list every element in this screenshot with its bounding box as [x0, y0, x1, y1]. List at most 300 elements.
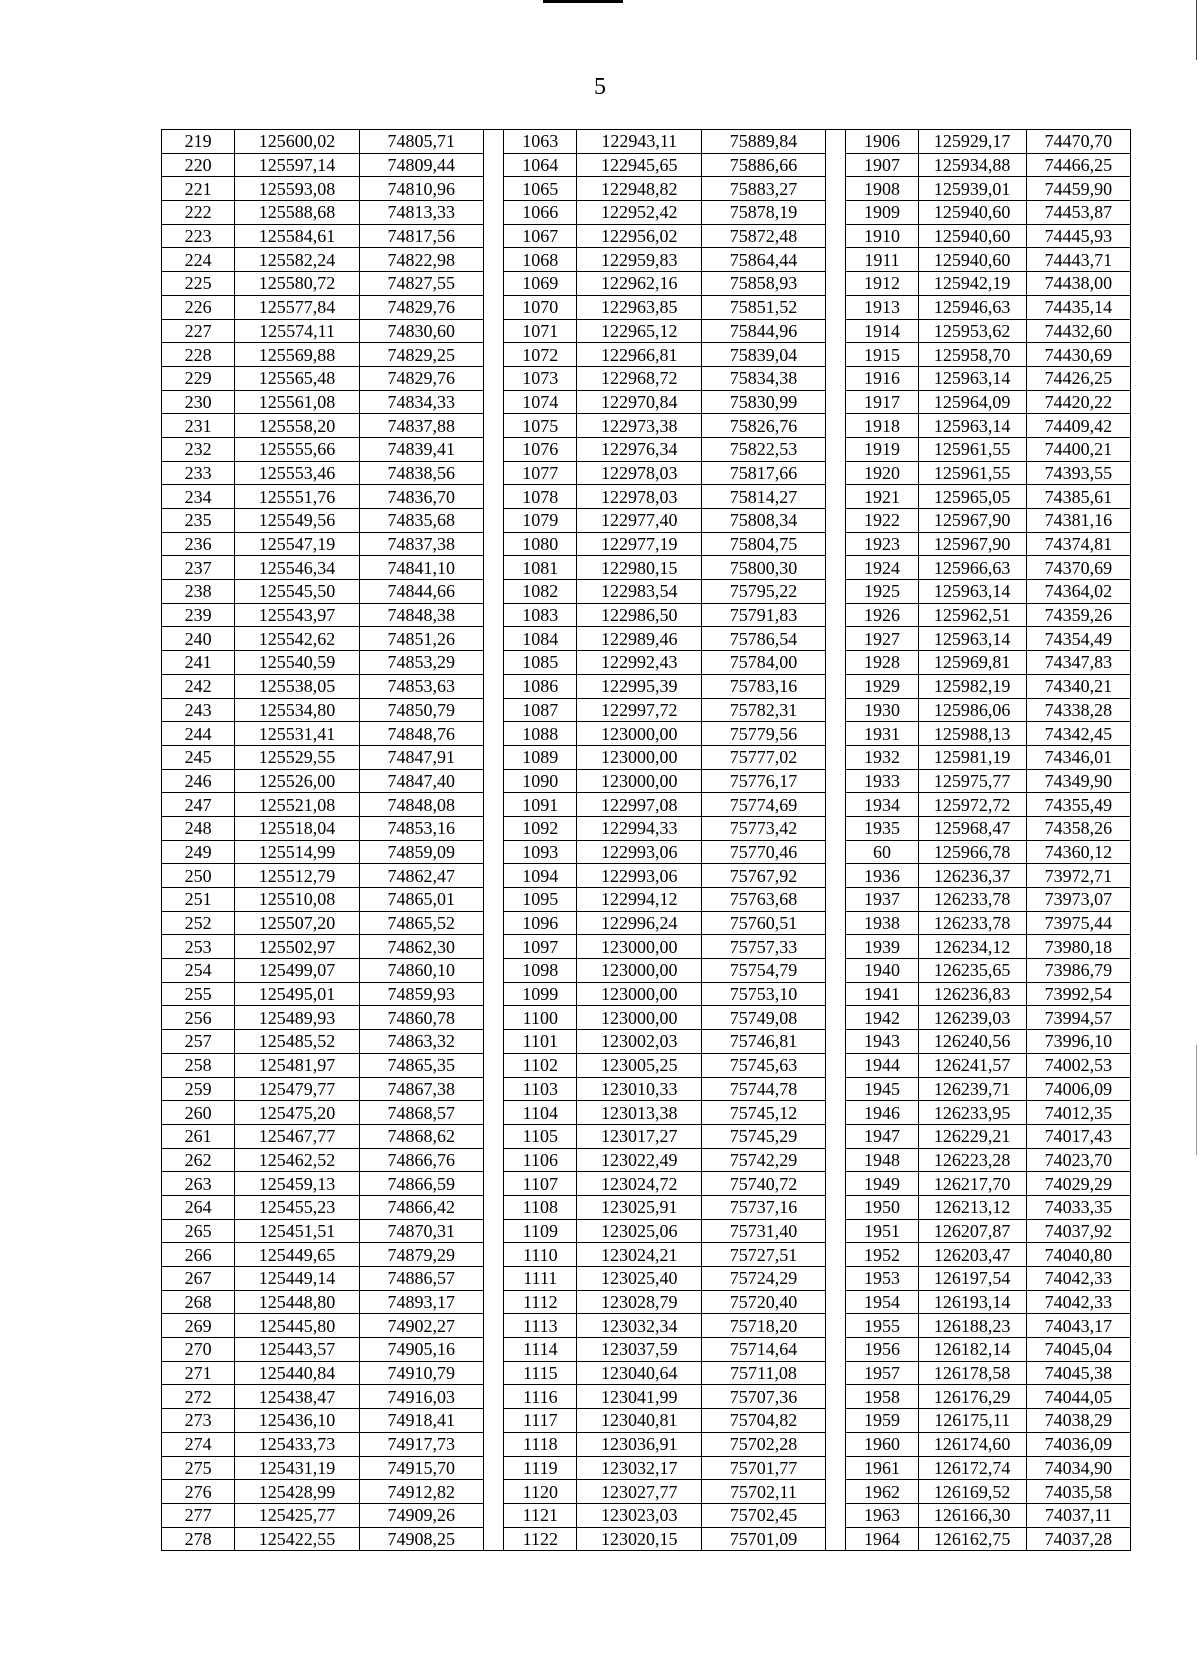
cell-y-coordinate: 73972,71 — [1026, 864, 1130, 888]
cell-x-coordinate: 125422,55 — [235, 1527, 360, 1551]
cell-x-coordinate: 125502,97 — [235, 935, 360, 959]
cell-point-number: 1119 — [504, 1456, 577, 1480]
table-row — [162, 1267, 1131, 1291]
cell-y-coordinate: 74827,55 — [359, 272, 483, 296]
page-number: 5 — [594, 74, 606, 100]
cell-point-number: 245 — [162, 745, 235, 769]
table-row — [162, 343, 1131, 367]
cell-y-coordinate: 74853,29 — [359, 651, 483, 675]
column-gap — [825, 390, 846, 414]
cell-y-coordinate: 74355,49 — [1026, 793, 1130, 817]
cell-y-coordinate: 73992,54 — [1026, 982, 1130, 1006]
table-body — [162, 130, 1131, 1551]
cell-y-coordinate: 74829,76 — [359, 295, 483, 319]
cell-x-coordinate: 125495,01 — [235, 982, 360, 1006]
column-gap — [483, 1006, 504, 1030]
table-row — [162, 1338, 1131, 1362]
column-gap — [825, 1385, 846, 1409]
cell-y-coordinate: 74902,27 — [359, 1314, 483, 1338]
cell-x-coordinate: 123025,91 — [577, 1195, 702, 1219]
cell-x-coordinate: 125440,84 — [235, 1361, 360, 1385]
cell-x-coordinate: 126193,14 — [918, 1290, 1026, 1314]
cell-y-coordinate: 73994,57 — [1026, 1006, 1130, 1030]
cell-y-coordinate: 74043,17 — [1026, 1314, 1130, 1338]
cell-point-number: 1954 — [846, 1290, 918, 1314]
cell-point-number: 1962 — [846, 1480, 918, 1504]
cell-point-number: 1067 — [504, 224, 577, 248]
column-gap — [483, 603, 504, 627]
table-row — [162, 1432, 1131, 1456]
table-row — [162, 390, 1131, 414]
column-gap — [483, 1409, 504, 1433]
cell-y-coordinate: 74863,32 — [359, 1030, 483, 1054]
column-gap — [483, 437, 504, 461]
table-row — [162, 769, 1131, 793]
cell-y-coordinate: 75720,40 — [702, 1290, 826, 1314]
column-gap — [483, 556, 504, 580]
cell-x-coordinate: 125499,07 — [235, 959, 360, 983]
column-gap — [825, 816, 846, 840]
cell-point-number: 1943 — [846, 1030, 918, 1054]
cell-point-number: 1929 — [846, 674, 918, 698]
cell-x-coordinate: 123000,00 — [577, 959, 702, 983]
cell-x-coordinate: 126178,58 — [918, 1361, 1026, 1385]
column-gap — [483, 1172, 504, 1196]
table-row — [162, 1290, 1131, 1314]
cell-y-coordinate: 75744,78 — [702, 1077, 826, 1101]
cell-y-coordinate: 74910,79 — [359, 1361, 483, 1385]
cell-x-coordinate: 123037,59 — [577, 1338, 702, 1362]
column-gap — [825, 272, 846, 296]
cell-y-coordinate: 74905,16 — [359, 1338, 483, 1362]
cell-x-coordinate: 125445,80 — [235, 1314, 360, 1338]
column-gap — [483, 461, 504, 485]
column-gap — [483, 864, 504, 888]
cell-x-coordinate: 126174,60 — [918, 1432, 1026, 1456]
cell-x-coordinate: 125540,59 — [235, 651, 360, 675]
table-row — [162, 603, 1131, 627]
table-row — [162, 793, 1131, 817]
cell-point-number: 1906 — [846, 130, 918, 154]
cell-point-number: 1940 — [846, 959, 918, 983]
cell-y-coordinate: 74805,71 — [359, 130, 483, 154]
cell-point-number: 1917 — [846, 390, 918, 414]
cell-point-number: 1092 — [504, 816, 577, 840]
cell-x-coordinate: 122945,65 — [577, 153, 702, 177]
cell-y-coordinate: 75724,29 — [702, 1267, 826, 1291]
cell-y-coordinate: 74862,30 — [359, 935, 483, 959]
cell-y-coordinate: 74848,76 — [359, 722, 483, 746]
cell-x-coordinate: 123025,40 — [577, 1267, 702, 1291]
cell-point-number: 1948 — [846, 1148, 918, 1172]
cell-y-coordinate: 75795,22 — [702, 580, 826, 604]
cell-x-coordinate: 126203,47 — [918, 1243, 1026, 1267]
column-gap — [483, 674, 504, 698]
cell-x-coordinate: 123027,77 — [577, 1480, 702, 1504]
table-row — [162, 674, 1131, 698]
cell-point-number: 1927 — [846, 627, 918, 651]
column-gap — [483, 509, 504, 533]
cell-y-coordinate: 74470,70 — [1026, 130, 1130, 154]
table-row — [162, 1480, 1131, 1504]
column-gap — [483, 272, 504, 296]
cell-x-coordinate: 122977,19 — [577, 532, 702, 556]
cell-y-coordinate: 74851,26 — [359, 627, 483, 651]
cell-point-number: 278 — [162, 1527, 235, 1551]
table-row — [162, 366, 1131, 390]
cell-point-number: 256 — [162, 1006, 235, 1030]
cell-point-number: 1963 — [846, 1503, 918, 1527]
table-row — [162, 1243, 1131, 1267]
cell-point-number: 231 — [162, 414, 235, 438]
cell-y-coordinate: 74866,76 — [359, 1148, 483, 1172]
column-gap — [825, 580, 846, 604]
cell-y-coordinate: 73986,79 — [1026, 959, 1130, 983]
cell-x-coordinate: 122952,42 — [577, 201, 702, 225]
table-row — [162, 1172, 1131, 1196]
cell-x-coordinate: 122986,50 — [577, 603, 702, 627]
table-row — [162, 130, 1131, 154]
cell-point-number: 225 — [162, 272, 235, 296]
cell-x-coordinate: 125428,99 — [235, 1480, 360, 1504]
cell-y-coordinate: 75804,75 — [702, 532, 826, 556]
cell-point-number: 1069 — [504, 272, 577, 296]
cell-y-coordinate: 74870,31 — [359, 1219, 483, 1243]
cell-x-coordinate: 125561,08 — [235, 390, 360, 414]
cell-y-coordinate: 73973,07 — [1026, 888, 1130, 912]
cell-x-coordinate: 122983,54 — [577, 580, 702, 604]
cell-x-coordinate: 125507,20 — [235, 911, 360, 935]
column-gap — [483, 485, 504, 509]
cell-y-coordinate: 75826,76 — [702, 414, 826, 438]
column-gap — [825, 509, 846, 533]
cell-x-coordinate: 125934,88 — [918, 153, 1026, 177]
scan-edge-line — [1196, 1045, 1197, 1155]
cell-y-coordinate: 74435,14 — [1026, 295, 1130, 319]
table-row — [162, 153, 1131, 177]
cell-y-coordinate: 74853,63 — [359, 674, 483, 698]
cell-y-coordinate: 75731,40 — [702, 1219, 826, 1243]
cell-x-coordinate: 125939,01 — [918, 177, 1026, 201]
column-gap — [483, 319, 504, 343]
cell-point-number: 221 — [162, 177, 235, 201]
column-gap — [825, 627, 846, 651]
cell-point-number: 262 — [162, 1148, 235, 1172]
cell-point-number: 1952 — [846, 1243, 918, 1267]
cell-x-coordinate: 122994,12 — [577, 888, 702, 912]
cell-x-coordinate: 125588,68 — [235, 201, 360, 225]
cell-x-coordinate: 123040,81 — [577, 1409, 702, 1433]
cell-y-coordinate: 74459,90 — [1026, 177, 1130, 201]
table-row — [162, 224, 1131, 248]
cell-y-coordinate: 75763,68 — [702, 888, 826, 912]
cell-point-number: 271 — [162, 1361, 235, 1385]
cell-x-coordinate: 122970,84 — [577, 390, 702, 414]
cell-point-number: 1111 — [504, 1267, 577, 1291]
column-gap — [825, 603, 846, 627]
cell-x-coordinate: 123032,17 — [577, 1456, 702, 1480]
cell-point-number: 1946 — [846, 1101, 918, 1125]
cell-y-coordinate: 74034,90 — [1026, 1456, 1130, 1480]
cell-point-number: 258 — [162, 1053, 235, 1077]
cell-x-coordinate: 125551,76 — [235, 485, 360, 509]
column-gap — [825, 1148, 846, 1172]
cell-y-coordinate: 74338,28 — [1026, 698, 1130, 722]
cell-point-number: 1924 — [846, 556, 918, 580]
cell-point-number: 1108 — [504, 1195, 577, 1219]
column-gap — [825, 1527, 846, 1551]
cell-x-coordinate: 125526,00 — [235, 769, 360, 793]
cell-y-coordinate: 75822,53 — [702, 437, 826, 461]
cell-point-number: 1117 — [504, 1409, 577, 1433]
cell-x-coordinate: 125953,62 — [918, 319, 1026, 343]
cell-x-coordinate: 122992,43 — [577, 651, 702, 675]
cell-x-coordinate: 125512,79 — [235, 864, 360, 888]
column-gap — [483, 627, 504, 651]
cell-x-coordinate: 122993,06 — [577, 864, 702, 888]
cell-x-coordinate: 125969,81 — [918, 651, 1026, 675]
cell-point-number: 1084 — [504, 627, 577, 651]
cell-point-number: 224 — [162, 248, 235, 272]
cell-x-coordinate: 122989,46 — [577, 627, 702, 651]
cell-x-coordinate: 125986,06 — [918, 698, 1026, 722]
cell-x-coordinate: 122965,12 — [577, 319, 702, 343]
cell-x-coordinate: 122978,03 — [577, 461, 702, 485]
cell-point-number: 249 — [162, 840, 235, 864]
cell-point-number: 251 — [162, 888, 235, 912]
cell-x-coordinate: 125436,10 — [235, 1409, 360, 1433]
cell-point-number: 1091 — [504, 793, 577, 817]
column-gap — [825, 1101, 846, 1125]
cell-x-coordinate: 125929,17 — [918, 130, 1026, 154]
column-gap — [483, 1077, 504, 1101]
cell-point-number: 1077 — [504, 461, 577, 485]
column-gap — [483, 959, 504, 983]
column-gap — [483, 769, 504, 793]
cell-y-coordinate: 73980,18 — [1026, 935, 1130, 959]
cell-y-coordinate: 75784,00 — [702, 651, 826, 675]
cell-y-coordinate: 75770,46 — [702, 840, 826, 864]
cell-x-coordinate: 125433,73 — [235, 1432, 360, 1456]
cell-x-coordinate: 122948,82 — [577, 177, 702, 201]
cell-point-number: 1090 — [504, 769, 577, 793]
cell-y-coordinate: 74349,90 — [1026, 769, 1130, 793]
cell-x-coordinate: 125574,11 — [235, 319, 360, 343]
cell-x-coordinate: 123000,00 — [577, 982, 702, 1006]
cell-point-number: 1953 — [846, 1267, 918, 1291]
cell-x-coordinate: 123000,00 — [577, 722, 702, 746]
cell-point-number: 248 — [162, 816, 235, 840]
cell-x-coordinate: 123010,33 — [577, 1077, 702, 1101]
cell-x-coordinate: 125565,48 — [235, 366, 360, 390]
cell-point-number: 1928 — [846, 651, 918, 675]
column-gap — [483, 295, 504, 319]
column-gap — [483, 1338, 504, 1362]
column-gap — [825, 1409, 846, 1433]
cell-x-coordinate: 126197,54 — [918, 1267, 1026, 1291]
cell-point-number: 257 — [162, 1030, 235, 1054]
column-gap — [825, 793, 846, 817]
cell-y-coordinate: 75702,11 — [702, 1480, 826, 1504]
cell-y-coordinate: 75753,10 — [702, 982, 826, 1006]
cell-y-coordinate: 74438,00 — [1026, 272, 1130, 296]
cell-y-coordinate: 74844,66 — [359, 580, 483, 604]
column-gap — [825, 698, 846, 722]
cell-y-coordinate: 74023,70 — [1026, 1148, 1130, 1172]
cell-y-coordinate: 74385,61 — [1026, 485, 1130, 509]
table-row — [162, 1006, 1131, 1030]
cell-x-coordinate: 125545,50 — [235, 580, 360, 604]
cell-y-coordinate: 75757,33 — [702, 935, 826, 959]
cell-y-coordinate: 74426,25 — [1026, 366, 1130, 390]
cell-x-coordinate: 126176,29 — [918, 1385, 1026, 1409]
column-gap — [483, 651, 504, 675]
table-row — [162, 248, 1131, 272]
cell-x-coordinate: 126233,78 — [918, 911, 1026, 935]
cell-y-coordinate: 74346,01 — [1026, 745, 1130, 769]
column-gap — [825, 414, 846, 438]
column-gap — [483, 793, 504, 817]
cell-x-coordinate: 123025,06 — [577, 1219, 702, 1243]
cell-x-coordinate: 125966,78 — [918, 840, 1026, 864]
cell-y-coordinate: 74829,25 — [359, 343, 483, 367]
cell-y-coordinate: 74838,56 — [359, 461, 483, 485]
cell-y-coordinate: 74865,01 — [359, 888, 483, 912]
cell-x-coordinate: 125514,99 — [235, 840, 360, 864]
cell-point-number: 1095 — [504, 888, 577, 912]
cell-point-number: 1947 — [846, 1124, 918, 1148]
table-row — [162, 935, 1131, 959]
table-row — [162, 840, 1131, 864]
cell-y-coordinate: 74918,41 — [359, 1409, 483, 1433]
cell-x-coordinate: 126207,87 — [918, 1219, 1026, 1243]
cell-point-number: 255 — [162, 982, 235, 1006]
cell-point-number: 263 — [162, 1172, 235, 1196]
cell-point-number: 233 — [162, 461, 235, 485]
cell-x-coordinate: 125569,88 — [235, 343, 360, 367]
cell-y-coordinate: 75746,81 — [702, 1030, 826, 1054]
column-gap — [825, 911, 846, 935]
column-gap — [825, 130, 846, 154]
cell-x-coordinate: 125940,60 — [918, 224, 1026, 248]
column-gap — [825, 1267, 846, 1291]
cell-point-number: 264 — [162, 1195, 235, 1219]
cell-y-coordinate: 74036,09 — [1026, 1432, 1130, 1456]
cell-point-number: 1107 — [504, 1172, 577, 1196]
cell-x-coordinate: 125988,13 — [918, 722, 1026, 746]
cell-x-coordinate: 125518,04 — [235, 816, 360, 840]
cell-point-number: 1086 — [504, 674, 577, 698]
cell-point-number: 1063 — [504, 130, 577, 154]
column-gap — [825, 982, 846, 1006]
column-gap — [825, 1195, 846, 1219]
table-row — [162, 982, 1131, 1006]
cell-x-coordinate: 125582,24 — [235, 248, 360, 272]
cell-point-number: 1920 — [846, 461, 918, 485]
cell-point-number: 1109 — [504, 1219, 577, 1243]
cell-x-coordinate: 125542,62 — [235, 627, 360, 651]
cell-point-number: 1915 — [846, 343, 918, 367]
cell-point-number: 1964 — [846, 1527, 918, 1551]
cell-point-number: 1957 — [846, 1361, 918, 1385]
cell-x-coordinate: 122997,08 — [577, 793, 702, 817]
cell-y-coordinate: 75702,28 — [702, 1432, 826, 1456]
cell-point-number: 1070 — [504, 295, 577, 319]
cell-x-coordinate: 125982,19 — [918, 674, 1026, 698]
cell-x-coordinate: 122995,39 — [577, 674, 702, 698]
column-gap — [825, 769, 846, 793]
column-gap — [483, 935, 504, 959]
column-gap — [483, 177, 504, 201]
column-gap — [483, 1053, 504, 1077]
cell-point-number: 1065 — [504, 177, 577, 201]
cell-point-number: 1073 — [504, 366, 577, 390]
column-gap — [483, 722, 504, 746]
cell-y-coordinate: 75872,48 — [702, 224, 826, 248]
column-gap — [825, 1432, 846, 1456]
table-row — [162, 1195, 1131, 1219]
cell-x-coordinate: 125584,61 — [235, 224, 360, 248]
column-gap — [825, 864, 846, 888]
cell-y-coordinate: 74829,76 — [359, 366, 483, 390]
cell-x-coordinate: 125958,70 — [918, 343, 1026, 367]
cell-y-coordinate: 74809,44 — [359, 153, 483, 177]
table-row — [162, 864, 1131, 888]
column-gap — [825, 224, 846, 248]
cell-point-number: 1102 — [504, 1053, 577, 1077]
cell-point-number: 1076 — [504, 437, 577, 461]
cell-y-coordinate: 74810,96 — [359, 177, 483, 201]
column-gap — [825, 745, 846, 769]
cell-point-number: 276 — [162, 1480, 235, 1504]
cell-x-coordinate: 125462,52 — [235, 1148, 360, 1172]
cell-y-coordinate: 74430,69 — [1026, 343, 1130, 367]
cell-point-number: 265 — [162, 1219, 235, 1243]
cell-y-coordinate: 74364,02 — [1026, 580, 1130, 604]
cell-x-coordinate: 125459,13 — [235, 1172, 360, 1196]
column-gap — [483, 1503, 504, 1527]
cell-point-number: 1932 — [846, 745, 918, 769]
cell-x-coordinate: 125963,14 — [918, 414, 1026, 438]
cell-y-coordinate: 74860,78 — [359, 1006, 483, 1030]
cell-x-coordinate: 123023,03 — [577, 1503, 702, 1527]
cell-x-coordinate: 123013,38 — [577, 1101, 702, 1125]
column-gap — [483, 816, 504, 840]
cell-point-number: 1950 — [846, 1195, 918, 1219]
cell-x-coordinate: 125481,97 — [235, 1053, 360, 1077]
column-gap — [483, 1243, 504, 1267]
cell-point-number: 1961 — [846, 1456, 918, 1480]
cell-x-coordinate: 125449,14 — [235, 1267, 360, 1291]
cell-point-number: 246 — [162, 769, 235, 793]
cell-y-coordinate: 74879,29 — [359, 1243, 483, 1267]
column-gap — [825, 722, 846, 746]
cell-point-number: 250 — [162, 864, 235, 888]
cell-point-number: 232 — [162, 437, 235, 461]
table-row — [162, 911, 1131, 935]
cell-x-coordinate: 125425,77 — [235, 1503, 360, 1527]
cell-point-number: 268 — [162, 1290, 235, 1314]
cell-point-number: 1113 — [504, 1314, 577, 1338]
cell-point-number: 1099 — [504, 982, 577, 1006]
cell-point-number: 242 — [162, 674, 235, 698]
column-gap — [483, 532, 504, 556]
cell-point-number: 1083 — [504, 603, 577, 627]
cell-y-coordinate: 75858,93 — [702, 272, 826, 296]
cell-y-coordinate: 74033,35 — [1026, 1195, 1130, 1219]
cell-point-number: 1916 — [846, 366, 918, 390]
cell-x-coordinate: 123022,49 — [577, 1148, 702, 1172]
